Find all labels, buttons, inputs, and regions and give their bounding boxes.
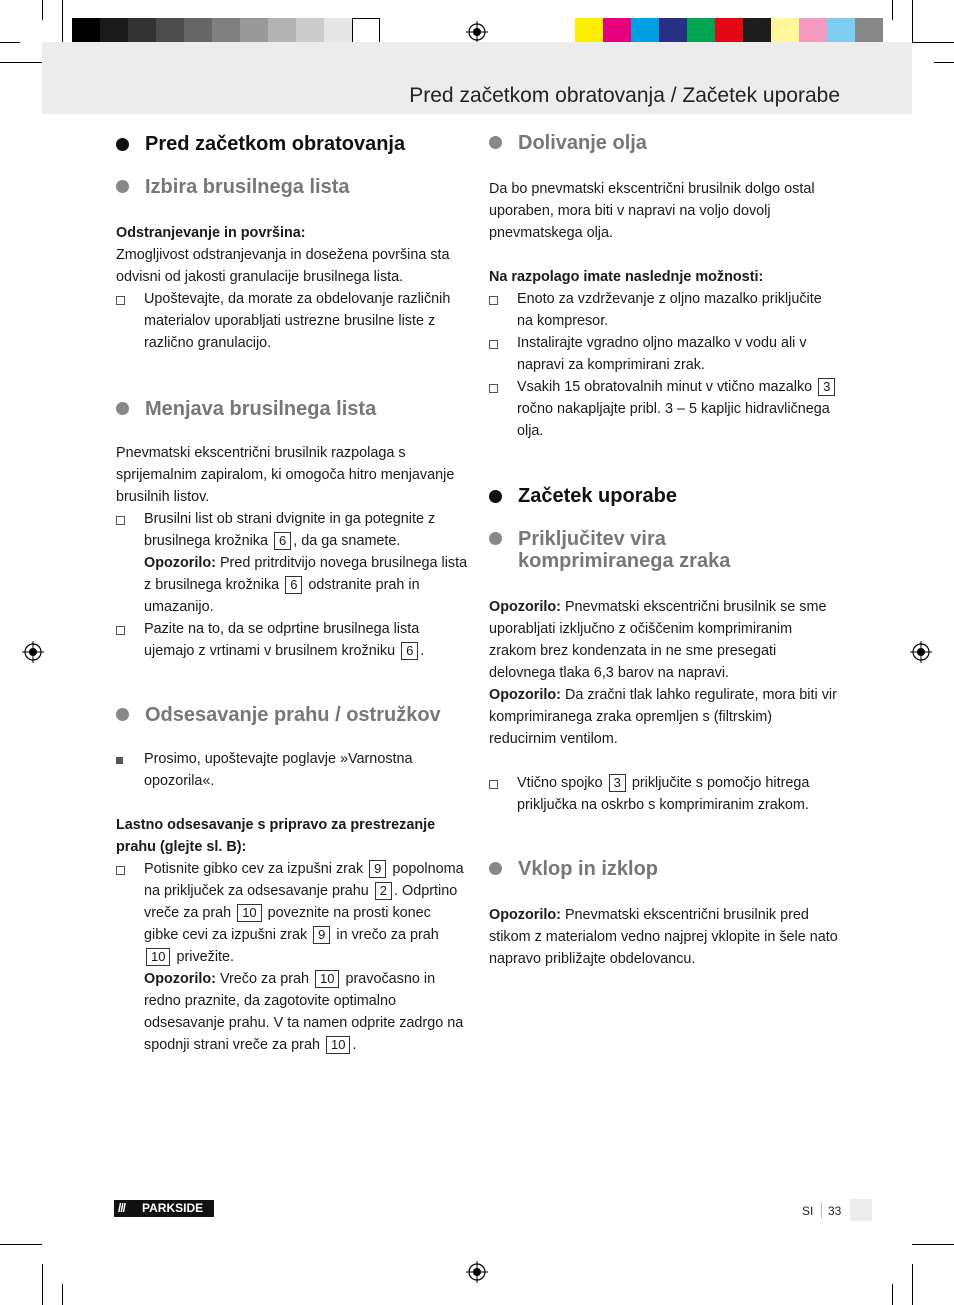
list-item [116,508,468,618]
part-number: 6 [274,532,291,550]
paragraph [489,904,841,970]
list-item-text: Upoštevajte, da morate za obdelovanje različnih materialov uporabljati ustrezne brusilne liste z različno granulacijo. [144,291,451,351]
crop-mark [0,1244,42,1245]
text: . [420,643,425,659]
crop-mark [0,62,42,63]
crop-mark [62,1284,63,1305]
bullet-dot-icon [489,532,502,545]
checkbox-bullet-icon [489,296,498,305]
bullet-dot-icon [489,490,502,503]
section-heading [489,132,841,154]
part-number: 10 [146,948,170,966]
paragraph: Pnevmatski ekscentrični brusilnik razpolaga s sprijemalnim zapiralom, ki omogoča hitro menjavanje brusilnih listov. [116,445,455,505]
logo-stripes-icon: /// [118,1201,126,1215]
bullet-dot-icon [116,708,129,721]
brand-logo [114,1200,214,1217]
section-heading [116,132,468,156]
text: Da zračni tlak lahko regulirate, mora biti vir komprimiranega zraka opremljen s (filtrskim) reducirnim ventilom. [489,687,837,747]
checkbox-bullet-icon [116,866,125,875]
text: Vsakih 15 obratovalnih minut v vtično mazalko [517,379,813,395]
list-item-text: Enoto za vzdrževanje z oljno mazalko priključite na kompresor. [517,291,822,329]
part-number: 6 [401,642,418,660]
text: poveznite na prosti konec gibke cevi za izpušni zrak [144,905,431,943]
paragraph [489,596,841,684]
crop-mark [0,42,20,43]
list-item-text: Prosimo, upoštevajte poglavje »Varnostna opozorila«. [144,751,413,789]
text: ročno nakapljajte pribl. 3 – 5 kapljic hidravličnega olja. [517,401,830,439]
list-item [116,618,468,662]
registration-mark-icon [910,641,932,663]
checkbox-bullet-icon [489,780,498,789]
list-item [489,332,841,376]
text: pravočasno in redno praznite, da zagotovite optimalno odsesavanje prahu. V ta namen odprite zadrgo na spodnji strani vreče za prah [144,971,464,1053]
text: . Odprtino vreče za prah [144,883,458,921]
bullet-dot-icon [489,862,502,875]
text: popolnoma na priključek za odsesavanje prahu [144,861,464,899]
text: odstranite prah in umazanijo. [144,577,420,615]
text: Pazite na to, da se odprtine brusilnega lista ujemajo z vrtinami v brusilnem krožniku [144,621,420,659]
paragraph: Zmogljivost odstranjevanja in dosežena površina sta odvisni od jakosti granulacije brusilnega lista. [116,247,450,285]
text: Pnevmatski ekscentrični brusilnik pred stikom z materialom vedno najprej vklopite in šele nato napravo približajte obdelovancu. [489,907,838,967]
paragraph: Da bo pnevmatski ekscentrični brusilnik dolgo ostal uporaben, mora biti v napravi na voljo dovolj pnevmatskega olja. [489,181,815,241]
list-item [116,858,468,1056]
warning-label: Opozorilo: [144,971,216,987]
list-item [489,288,841,332]
right-column [489,132,841,970]
bullet-dot-icon [116,402,129,415]
part-number: 10 [237,904,261,922]
crop-mark [912,1264,913,1305]
warning-label: Opozorilo: [144,555,216,571]
crop-mark [934,62,954,63]
footer-divider [821,1202,822,1218]
heading-text: Izbira brusilnega lista [145,176,350,198]
text: priključite s pomočjo hitrega priključka na oskrbo s komprimiranim zrakom. [517,775,810,813]
subheading: Na razpolago imate naslednje možnosti: [489,269,764,285]
list-item [489,376,841,442]
list-item [489,772,841,816]
bullet-dot-icon [489,136,502,149]
crop-mark [892,0,893,20]
page-number: 33 [828,1204,842,1218]
part-number: 10 [315,970,339,988]
list-item-text: Instalirajte vgradno oljno mazalko v vodu ali v napravi za komprimirani zrak. [517,335,807,373]
crop-mark [912,42,954,43]
registration-mark-icon [22,641,44,663]
text: . [352,1037,357,1053]
part-number: 10 [326,1036,350,1054]
heading-text: Pred začetkom obratovanja [145,133,406,155]
square-bullet-icon [116,757,123,764]
text: Pred pritrditvijo novega brusilnega lista z brusilnega krožnika [144,555,468,593]
crop-mark [62,0,63,42]
section-heading [116,704,468,726]
part-number: 9 [313,926,330,944]
warning-label: Opozorilo: [489,687,561,703]
checkbox-bullet-icon [116,516,125,525]
checkbox-bullet-icon [116,296,125,305]
heading-text: Priključitev vira komprimiranega zraka [518,528,731,572]
section-heading [116,398,468,420]
page-header-title: Pred začetkom obratovanja / Začetek uporabe [409,84,840,107]
bullet-dot-icon [116,180,129,193]
part-number: 2 [375,882,392,900]
text: in vrečo za prah [332,927,439,943]
text: Pnevmatski ekscentrični brusilnik se sme uporabljati izključno z očiščenim komprimiranim zrakom brez kondenzata in ne sme presegati delovnega tlaka 6,3 barov na napravi. [489,599,827,681]
brand-name: PARKSIDE [142,1201,204,1215]
warning-label: Opozorilo: [489,599,561,615]
heading-text: Dolivanje olja [518,132,647,154]
section-heading [489,858,841,880]
paragraph [489,684,841,750]
section-heading [489,484,841,508]
subheading: Lastno odsesavanje s pripravo za prestrezanje prahu (glejte sl. B): [116,817,436,855]
part-number: 3 [609,774,626,792]
crop-mark [912,0,913,42]
section-heading [489,528,841,572]
heading-text: Vklop in izklop [518,858,659,880]
subheading: Odstranjevanje in površina: [116,225,306,241]
text: Vrečo za prah [215,971,310,987]
crop-mark [912,1244,954,1245]
bullet-dot-icon [116,138,129,151]
list-item [116,748,468,792]
checkbox-bullet-icon [489,384,498,393]
language-code: SI [802,1204,814,1218]
heading-text: Menjava brusilnega lista [145,398,377,420]
text: Vtično spojko [517,775,603,791]
checkbox-bullet-icon [489,340,498,349]
text: Brusilni list ob strani dvignite in ga potegnite z brusilnega krožnika [144,511,436,549]
heading-text: Začetek uporabe [518,485,677,507]
text: privežite. [172,949,235,965]
crop-mark [42,0,43,20]
part-number: 3 [818,378,835,396]
registration-mark-icon [466,1261,488,1283]
part-number: 6 [285,576,302,594]
part-number: 9 [369,860,386,878]
checkbox-bullet-icon [116,626,125,635]
section-heading [116,176,468,198]
left-column [116,132,468,1056]
crop-mark [892,1284,893,1305]
heading-text: Odsesavanje prahu / ostružkov [145,704,441,726]
page-tab [850,1199,872,1221]
registration-mark-icon [466,21,488,43]
text: , da ga snamete. [293,533,401,549]
warning-label: Opozorilo: [489,907,561,923]
list-item [116,288,468,354]
text: Potisnite gibko cev za izpušni zrak [144,861,364,877]
crop-mark [42,1264,43,1305]
